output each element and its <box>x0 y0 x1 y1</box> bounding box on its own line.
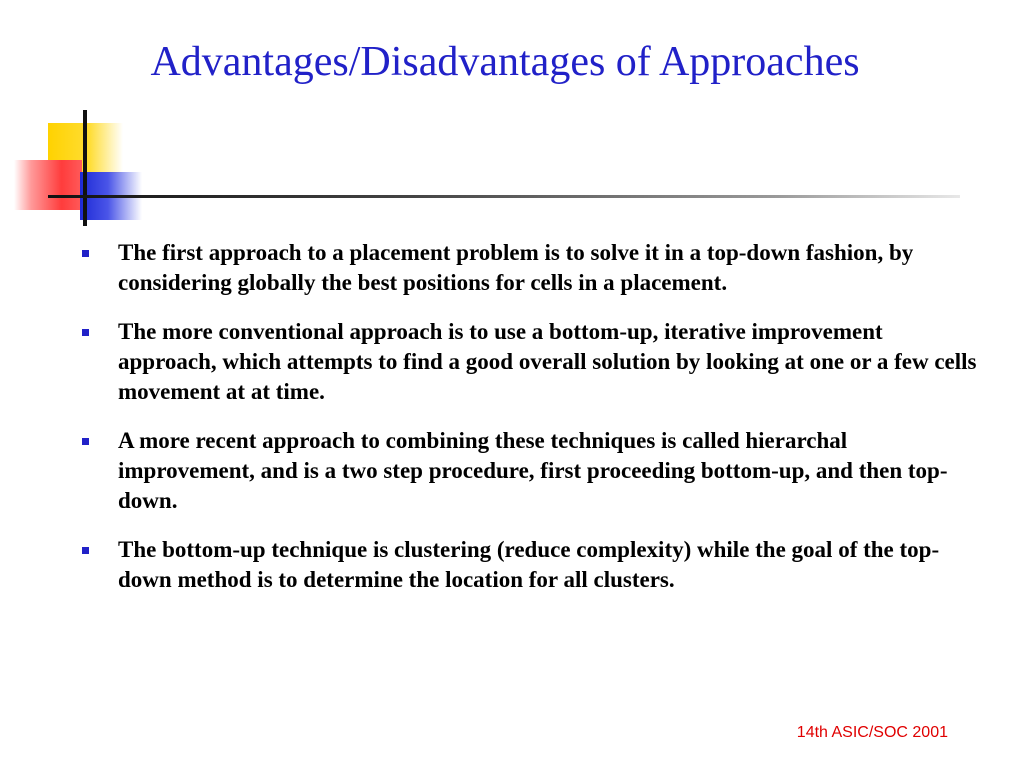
title-divider-line <box>48 195 960 198</box>
slide-footer: 14th ASIC/SOC 2001 <box>796 724 948 741</box>
bullet-item <box>78 238 978 298</box>
bullet-text: The bottom-up technique is clustering (reduce complexity) while the goal of the top-down method is to determine the location for all clusters. <box>118 537 940 592</box>
bullet-item <box>78 426 978 516</box>
bullet-square-icon <box>82 438 89 445</box>
bullet-text: The first approach to a placement problem is to solve it in a top-down fashion, by considering globally the best positions for cells in a placement. <box>118 240 914 295</box>
bullet-square-icon <box>82 329 89 336</box>
slide-title: Advantages/Disadvantages of Approaches <box>150 39 860 85</box>
bullet-square-icon <box>82 547 89 554</box>
bullet-list <box>78 238 978 614</box>
bullet-text: The more conventional approach is to use a bottom-up, iterative improvement approach, which attempts to find a good overall solution by looking at one or a few cells movement at at time. <box>118 319 977 404</box>
logo-vertical-line <box>83 110 87 226</box>
bullet-item <box>78 535 978 595</box>
decorative-logo <box>0 0 160 240</box>
bullet-item <box>78 317 978 407</box>
bullet-text: A more recent approach to combining these techniques is called hierarchal improvement, and is a two step procedure, first proceeding bottom-up, and then top-down. <box>118 428 948 513</box>
bullet-square-icon <box>82 250 89 257</box>
logo-red-square <box>14 160 82 210</box>
